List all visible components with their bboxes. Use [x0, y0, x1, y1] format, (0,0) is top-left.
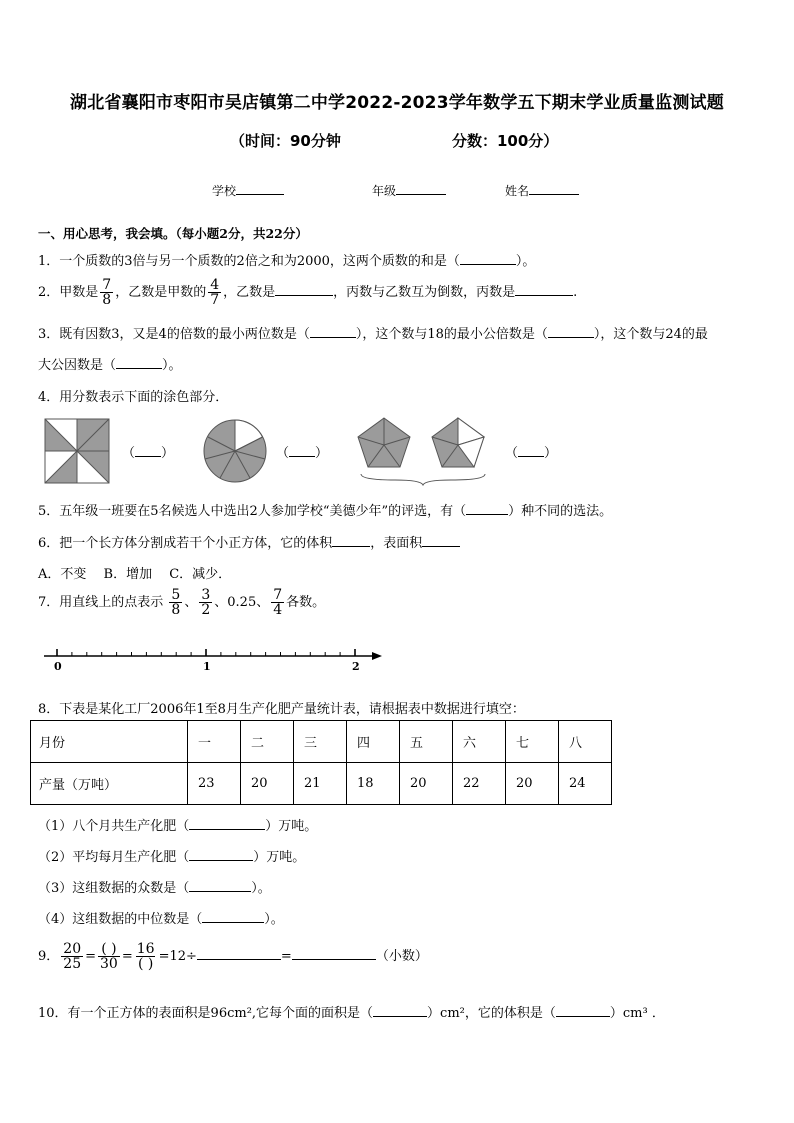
q5-blank[interactable] — [466, 502, 508, 515]
fraction-7-4: $\frac{7}{4}$ — [273, 587, 283, 618]
school-blank[interactable] — [236, 182, 284, 195]
page-title: 湖北省襄阳市枣阳市吴店镇第二中学2022-2023学年数学五下期末学业质量监测试题 — [70, 93, 724, 113]
grade-field — [372, 182, 446, 199]
q4-answer-2[interactable]: （ ） — [276, 446, 329, 461]
question-3-line-1: 3．既有因数3，又是4的倍数的最小两位数是（ ），这个数与18的最小公倍数是（ ），这个数与24的最 — [38, 327, 708, 342]
q8-sub-4: （4）这组数据的中位数是（ ）。 — [38, 912, 284, 927]
table-row: 月份 一 二 三 四 五 六 七 八 — [31, 721, 612, 763]
q2-text-e: . — [573, 285, 578, 300]
q6-options: A．不变 B．增加 C．减少． — [38, 567, 232, 582]
q8-sub-3: （3）这组数据的众数是（ ）。 — [38, 881, 271, 896]
number-line — [40, 644, 386, 674]
q1-tail: ）。 — [515, 254, 536, 269]
q4-answer-1[interactable]: （ ） — [122, 446, 175, 461]
tick-label-1: 1 — [203, 660, 211, 673]
q8-sub-1: （1）八个月共生产化肥（ ）万吨。 — [38, 819, 318, 834]
arrow-icon — [372, 652, 382, 660]
name-field — [505, 182, 579, 199]
question-2 — [38, 278, 577, 307]
q3-blank-3[interactable] — [116, 356, 162, 369]
q10-blank-2[interactable] — [556, 1004, 610, 1017]
pentagon-figures — [355, 414, 495, 486]
question-3-line-2: 大公因数是（ ）。 — [38, 358, 182, 373]
grade-label: 年级 — [372, 184, 397, 198]
q2-text-c: ，乙数是 — [223, 285, 276, 300]
name-label: 姓名 — [505, 184, 530, 198]
circle-figure — [202, 418, 268, 484]
name-blank[interactable] — [529, 182, 579, 195]
square-figure — [44, 418, 110, 484]
production-table — [30, 720, 612, 805]
question-4: 4．用分数表示下面的涂色部分． — [38, 390, 229, 405]
q10-blank-1[interactable] — [373, 1004, 427, 1017]
exam-score: 分数：100分） — [452, 132, 559, 150]
section-heading: 一、用心思考，我会填。（每小题2分，共22分） — [38, 226, 308, 241]
q3-blank-1[interactable] — [310, 325, 356, 338]
q1-text: 1．一个质数的3倍与另一个质数的2倍之和为2000，这两个质数的和是（ — [38, 254, 460, 269]
q1-answer-blank[interactable] — [460, 252, 516, 265]
grade-blank[interactable] — [396, 182, 446, 195]
exam-time: （时间：90分钟 — [230, 132, 341, 150]
q6-blank-1[interactable] — [332, 534, 370, 547]
q8-blank-2[interactable] — [189, 848, 253, 861]
q4-answer-3[interactable]: （ ） — [505, 446, 558, 461]
school-field — [212, 182, 284, 199]
table-header-month: 月份 — [31, 721, 188, 763]
question-9: 9． $\frac{20}{25}$ = $\frac{( )}{30}$ = $\frac{16}{( )}$ =12÷ = （小数） — [38, 941, 428, 972]
q2-text-a: 2．甲数是 — [38, 285, 99, 300]
q2-text-b: ，乙数是甲数的 — [115, 285, 207, 300]
tick-label-0: 0 — [54, 660, 62, 673]
question-8: 8．下表是某化工厂2006年1至8月生产化肥产量统计表，请根据表中数据进行填空： — [38, 702, 525, 717]
q8-sub-2: （2）平均每月生产化肥（ ）万吨。 — [38, 850, 306, 865]
fraction-5-8: $\frac{5}{8}$ — [171, 587, 181, 618]
fraction-7-8: $\frac{7}{8}$ — [102, 277, 112, 308]
fraction-3-2: $\frac{3}{2}$ — [201, 587, 211, 618]
q3-blank-2[interactable] — [548, 325, 594, 338]
question-7: 7．用直线上的点表示 $\frac{5}{8}$ 、 $\frac{3}{2}$ 、0.25、 $\frac{7}{4}$ 各数。 — [38, 587, 326, 618]
q8-blank-4[interactable] — [202, 910, 264, 923]
q9-blank-1[interactable] — [197, 947, 281, 960]
fraction-4-7: $\frac{4}{7}$ — [210, 277, 220, 308]
q8-blank-3[interactable] — [189, 879, 251, 892]
table-row: 产量（万吨） 23 20 21 18 20 22 20 24 — [31, 763, 612, 805]
q2-blank-2[interactable] — [515, 283, 573, 296]
tick-label-2: 2 — [352, 660, 360, 673]
q8-blank-1[interactable] — [189, 817, 265, 830]
question-5: 5．五年级一班要在5名候选人中选出2人参加学校“美德少年”的评选，有（ ）种不同的选法。 — [38, 504, 613, 519]
question-6: 6．把一个长方体分割成若干个小正方体，它的体积 ，表面积 — [38, 532, 460, 551]
q6-blank-2[interactable] — [422, 534, 460, 547]
question-10: 10．有一个正方体的表面积是96cm²,它每个面的面积是（ ）cm²，它的体积是（ ）cm³ ． — [38, 1006, 665, 1021]
question-1 — [38, 250, 535, 269]
q2-blank-1[interactable] — [275, 283, 333, 296]
table-header-output: 产量（万吨） — [31, 763, 188, 805]
school-label: 学校 — [212, 184, 237, 198]
q9-blank-2[interactable] — [292, 947, 376, 960]
q2-text-d: ，丙数与乙数互为倒数，丙数是 — [333, 285, 516, 300]
